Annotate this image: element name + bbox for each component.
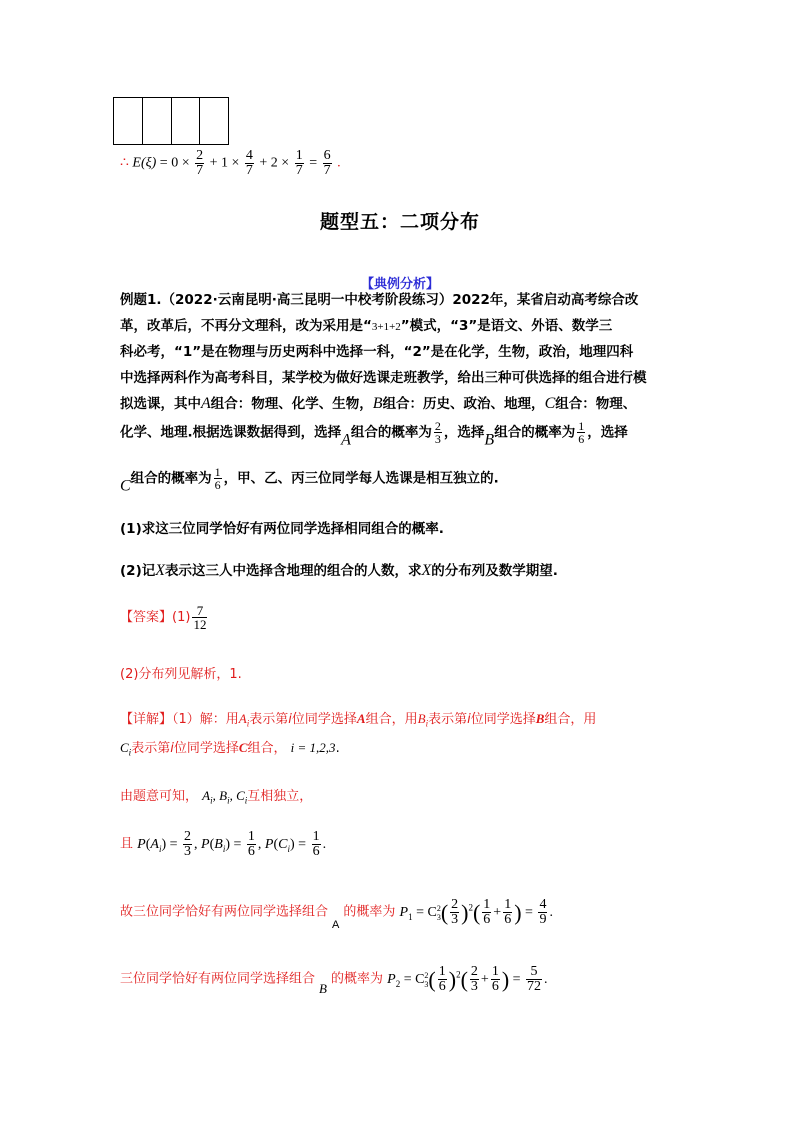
box-cell (172, 98, 201, 144)
example-line-5: 拟选课，其中A组合：物理、化学、生物，B组合：历史、政治、地理，C组合：物理、 (120, 395, 637, 412)
box-cell (200, 98, 228, 144)
answer-boxes (113, 97, 229, 145)
example-line-1: 例题1.（2022·云南昆明·高三昆明一中校考阶段练习）2022年，某省启动高考综合改 (120, 292, 639, 308)
example-line-4: 中选择两科作为高考科目，某学校为做好选课走班教学，给出三种可供选择的组合进行模 (120, 370, 647, 386)
therefore-symbol: ∴ (120, 155, 129, 171)
box-cell (114, 98, 143, 144)
section-title: 题型五：二项分布 (319, 211, 480, 233)
expectation-formula: ∴ E(ξ) = 0 × $\frac{2}{7}$ + 1 × $\frac{4}{7}$ + 2 × $\frac{1}{7}$ = $\frac{6}{7}$ . (120, 148, 341, 178)
detail-line-4: 且 $P(A_i)$ = $\frac{2}{3}$ , $P(B_i)$ = $\frac{1}{6}$ , $P(C_i)$ = $\frac{1}{6}$ . (120, 829, 327, 859)
question-1: (1)求这三位同学恰好有两位同学选择相同组合的概率. (120, 521, 444, 537)
box-cell (143, 98, 172, 144)
answer-line-2: (2)分布列见解析，1. (120, 667, 242, 682)
answer-line-1: 【答案】(1) $\frac{7}{12}$ (120, 603, 207, 632)
detail-line-2: $C_i$表示第i位同学选择C组合， i = 1,2,3. (120, 740, 340, 758)
example-tag: 【典例分析】 (360, 277, 439, 292)
example-line-7: C组合的概率为 $\frac{1}{6}$ ，甲、乙、丙三位同学每人选课是相互独立的. (120, 465, 499, 495)
detail-line-1: 【详解】（1）解：用$A_i$表示第i位同学选择A组合，用$B_i$表示第i位同学选择B组合，用 (120, 711, 597, 729)
example-line-2: 革，改革后，不再分文理科，改为采用是“3+1+2”模式，“3”是语文、外语、数学三 (120, 318, 613, 334)
example-line-6: 化学、地理.根据选课数据得到，选择A组合的概率为 $\frac{2}{3}$ ，选择B组合的概率为 $\frac{1}{6}$ ，选择 (120, 419, 628, 449)
detail-line-5: 故三位同学恰好有两位同学选择组合$_A$的概率为 $P_1 = C$ 2 3 ( $\frac{2}{3}$ )$^2$( $\frac{1}{6}$ + $\frac{1}{6}$ ) = $\frac{4}{9}$ . (120, 897, 553, 931)
detail-line-6: 三位同学恰好有两位同学选择组合B的概率为 $P_2 = C$ 2 3 ( $\frac{1}{6}$ )$^2$( $\frac{2}{3}$ + $\frac{1}{6}$ ) = $\frac{5}{72}$ . (120, 964, 548, 996)
question-2: (2)记X表示这三人中选择含地理的组合的人数，求X的分布列及数学期望. (120, 562, 558, 579)
detail-line-3: 由题意可知， $A_i$, $B_i$, $C_i$互相独立， (120, 788, 313, 806)
example-line-3: 科必考，“1”是在物理与历史两科中选择一科，“2”是在化学，生物，政治，地理四科 (120, 344, 634, 360)
